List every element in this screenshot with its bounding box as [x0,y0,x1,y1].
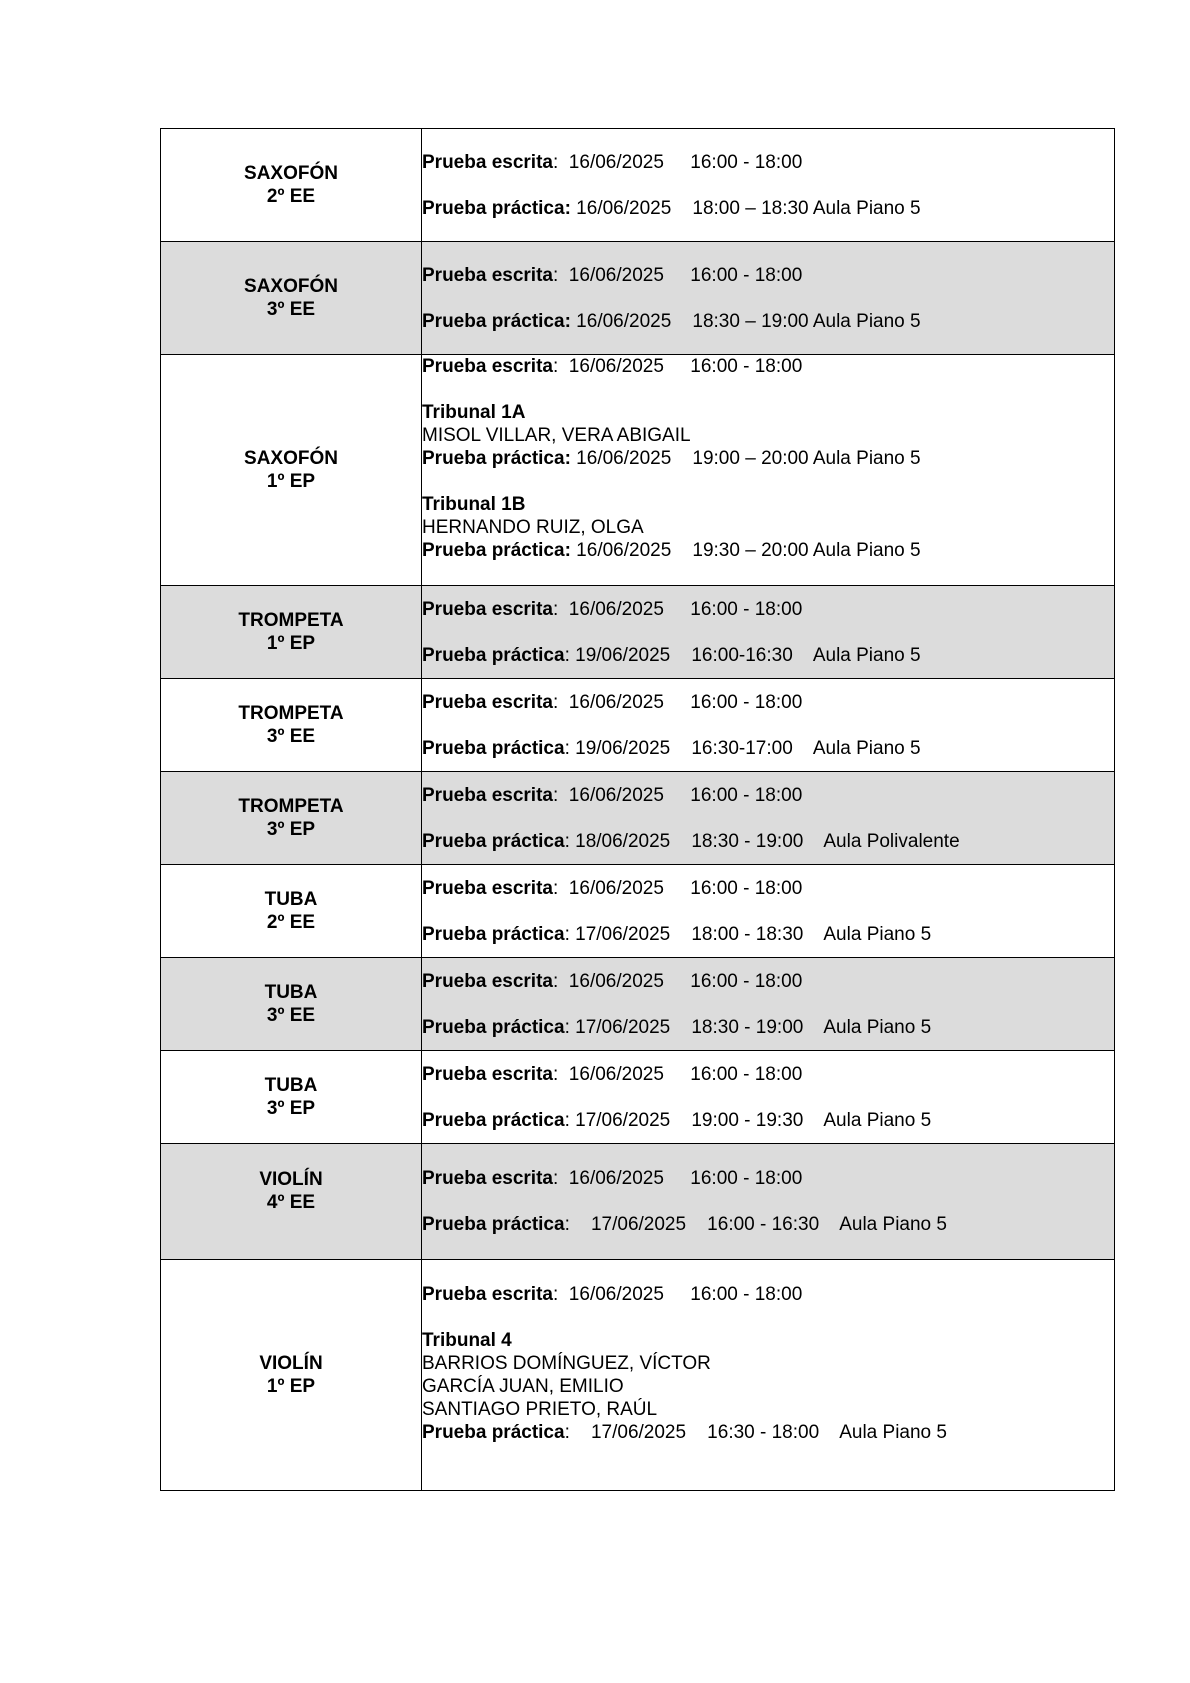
practical-exam-line [422,1109,1114,1132]
practical-exam-line [422,830,1114,853]
course-level: 3º EP [266,819,316,840]
schedule-row [161,129,1115,242]
practical-exam-info: : 17/06/2025 18:00 - 18:30 Aula Piano 5 [564,923,932,945]
written-exam-info: : 16/06/2025 16:00 - 18:00 [552,598,803,620]
instrument-cell [161,1144,422,1260]
schedule-row [161,865,1115,958]
written-exam-label: Prueba escrita [422,598,553,620]
schedule-details [422,129,1115,242]
written-exam-label: Prueba escrita [422,1168,553,1189]
written-exam-line [422,1063,1114,1086]
practical-exam-label: Prueba práctica: [422,448,571,469]
schedule-details [422,1051,1115,1144]
schedule-row [161,586,1115,679]
written-exam-label: Prueba escrita [422,784,553,806]
practical-exam-line [422,923,1114,946]
candidate-name: MISOL VILLAR, VERA ABIGAIL [422,425,691,446]
written-exam-info: : 16/06/2025 16:00 - 18:00 [552,264,803,286]
course-level: 4º EE [266,1192,316,1213]
schedule-details [422,1260,1115,1491]
instrument-cell [161,1051,422,1144]
written-exam-info: : 16/06/2025 16:00 - 18:00 [552,877,803,899]
instrument-name: VIOLÍN [259,1353,323,1374]
course-level: 3º EE [266,1005,316,1026]
written-exam-info: : 16/06/2025 16:00 - 18:00 [552,1063,803,1085]
instrument-name: TUBA [264,982,318,1003]
schedule-row [161,1051,1115,1144]
practical-exam-label: Prueba práctica: [422,310,571,332]
practical-exam-label: Prueba práctica: [422,197,571,219]
instrument-name: TROMPETA [238,796,344,817]
practical-exam-label: Prueba práctica [422,1109,565,1131]
practical-exam-label: Prueba práctica [422,1016,565,1038]
practical-exam-info: : 18/06/2025 18:30 - 19:00 Aula Polivalente [564,830,960,852]
written-exam-info: : 16/06/2025 16:00 - 18:00 [552,970,803,992]
course-level: 1º EP [266,471,316,492]
schedule-row [161,1144,1115,1260]
written-exam-label: Prueba escrita [422,691,553,713]
instrument-name: TUBA [264,889,318,910]
written-exam-label: Prueba escrita [422,970,553,992]
practical-exam-info: : 17/06/2025 16:30 - 18:00 Aula Piano 5 [564,1422,947,1443]
practical-exam-info: : 17/06/2025 19:00 - 19:30 Aula Piano 5 [564,1109,932,1131]
practical-exam-line [422,644,1114,667]
practical-exam-label: Prueba práctica [422,830,565,852]
tribunal-title: Tribunal 1A [422,402,526,423]
written-exam-info: : 16/06/2025 16:00 - 18:00 [552,1284,803,1305]
written-exam-line [422,151,1114,174]
instrument-name: TUBA [264,1075,318,1096]
instrument-cell [161,586,422,679]
candidate-name: BARRIOS DOMÍNGUEZ, VÍCTOR [422,1353,711,1374]
schedule-row [161,772,1115,865]
practical-exam-info: : 17/06/2025 16:00 - 16:30 Aula Piano 5 [564,1214,947,1235]
schedule-details [422,1144,1115,1260]
candidate-name: HERNANDO RUIZ, OLGA [422,517,644,538]
written-exam-info: : 16/06/2025 16:00 - 18:00 [552,356,803,377]
schedule-details [422,679,1115,772]
practical-exam-label: Prueba práctica: [422,540,571,561]
candidate-name: SANTIAGO PRIETO, RAÚL [422,1399,658,1420]
tribunal-title: Tribunal 4 [422,1330,512,1351]
course-level: 1º EP [266,633,316,654]
written-exam-info: : 16/06/2025 16:00 - 18:00 [552,691,803,713]
instrument-cell [161,772,422,865]
written-exam-line [422,1283,1114,1306]
instrument-name: SAXOFÓN [244,448,338,469]
practical-exam-label: Prueba práctica [422,737,565,759]
practical-exam-label: Prueba práctica [422,1214,565,1235]
course-level: 3º EE [266,299,316,320]
written-exam-line [422,1167,1114,1190]
schedule-row [161,679,1115,772]
schedule-row [161,958,1115,1051]
practical-exam-line [422,197,1114,220]
schedule-details [422,958,1115,1051]
instrument-cell [161,679,422,772]
written-exam-label: Prueba escrita [422,356,553,377]
written-exam-line [422,691,1114,714]
written-exam-line [422,355,1114,378]
practical-exam-label: Prueba práctica [422,1422,565,1443]
written-exam-info: : 16/06/2025 16:00 - 18:00 [552,784,803,806]
practical-exam-line [422,310,1114,333]
instrument-name: TROMPETA [238,610,344,631]
written-exam-line [422,264,1114,287]
written-exam-info: : 16/06/2025 16:00 - 18:00 [552,1168,803,1189]
written-exam-info: : 16/06/2025 16:00 - 18:00 [552,151,803,173]
practical-exam-info: : 19/06/2025 16:30-17:00 Aula Piano 5 [564,737,921,759]
written-exam-line [422,784,1114,807]
schedule-details [422,586,1115,679]
practical-exam-line [422,447,1114,470]
practical-exam-label: Prueba práctica [422,644,565,666]
written-exam-label: Prueba escrita [422,1063,553,1085]
instrument-name: TROMPETA [238,703,344,724]
schedule-row [161,242,1115,355]
candidate-name: GARCÍA JUAN, EMILIO [422,1376,624,1397]
practical-exam-info: 16/06/2025 18:30 – 19:00 Aula Piano 5 [570,310,921,332]
instrument-cell [161,355,422,586]
written-exam-label: Prueba escrita [422,151,553,173]
schedule-details [422,772,1115,865]
instrument-cell [161,129,422,242]
written-exam-label: Prueba escrita [422,1284,553,1305]
practical-exam-line [422,1213,1114,1236]
course-level: 2º EE [266,186,316,207]
practical-exam-line [422,737,1114,760]
tribunal-title: Tribunal 1B [422,494,526,515]
practical-exam-info: 16/06/2025 19:30 – 20:00 Aula Piano 5 [570,540,921,561]
instrument-name: VIOLÍN [259,1169,323,1190]
course-level: 2º EE [266,912,316,933]
instrument-cell [161,865,422,958]
written-exam-line [422,970,1114,993]
written-exam-line [422,598,1114,621]
practical-exam-label: Prueba práctica [422,923,565,945]
instrument-cell [161,242,422,355]
schedule-row [161,1260,1115,1491]
practical-exam-line [422,1016,1114,1039]
practical-exam-info: 16/06/2025 18:00 – 18:30 Aula Piano 5 [570,197,921,219]
written-exam-label: Prueba escrita [422,877,553,899]
practical-exam-line [422,539,1114,562]
practical-exam-info: : 19/06/2025 16:00-16:30 Aula Piano 5 [564,644,921,666]
instrument-name: SAXOFÓN [244,163,338,184]
exam-schedule-table [160,128,1115,1491]
practical-exam-info: : 17/06/2025 18:30 - 19:00 Aula Piano 5 [564,1016,932,1038]
practical-exam-line [422,1421,1114,1444]
course-level: 3º EE [266,726,316,747]
written-exam-line [422,877,1114,900]
schedule-details [422,242,1115,355]
course-level: 3º EP [266,1098,316,1119]
course-level: 1º EP [266,1376,316,1397]
schedule-details [422,355,1115,586]
practical-exam-info: 16/06/2025 19:00 – 20:00 Aula Piano 5 [570,448,921,469]
schedule-row [161,355,1115,586]
instrument-cell [161,958,422,1051]
written-exam-label: Prueba escrita [422,264,553,286]
instrument-name: SAXOFÓN [244,276,338,297]
instrument-cell [161,1260,422,1491]
schedule-details [422,865,1115,958]
